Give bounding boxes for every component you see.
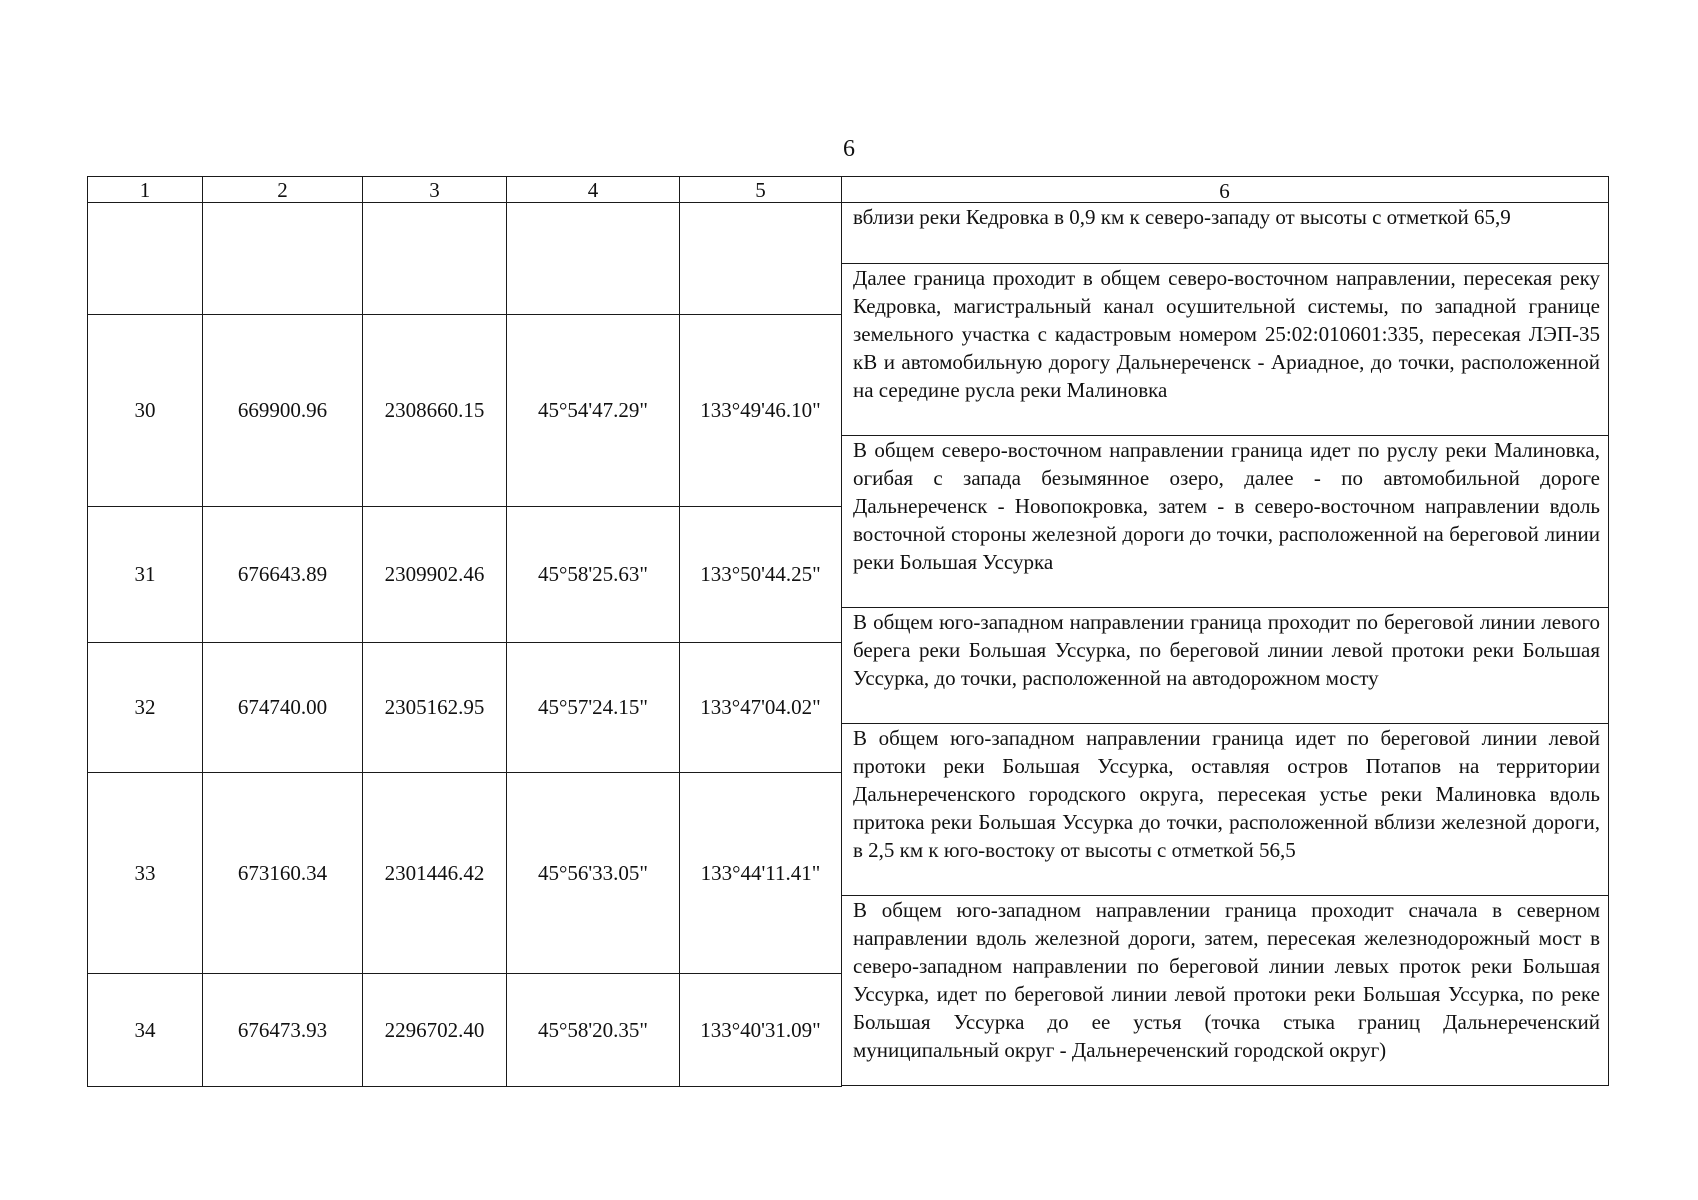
header-cell-4: 4 [507, 177, 680, 203]
description-cell [841, 263, 1608, 435]
longitude: 133°50'44.25" [680, 507, 842, 643]
description-cell [841, 895, 1608, 1085]
description-text: вблизи реки Кедровка в 0,9 км к северо-западу от высоты с отметкой 65,9 [853, 205, 1511, 229]
header-cell-5: 5 [680, 177, 842, 203]
coordinates-grid [87, 176, 842, 1087]
table-row [88, 643, 842, 773]
coord-y: 2305162.95 [363, 643, 507, 773]
header-row [88, 177, 842, 203]
description-text: В общем северо-восточном направлении граница идет по руслу реки Малиновка, огибая с запада безымянное озеро, далее - по автомобильной дороге Дальнереченск - Новопокровка, затем - в северо-восточном направлении вдоль восточной стороны железной дороги до точки, расположенной на береговой линии реки Большая Уссурка [853, 438, 1600, 574]
longitude: 133°49'46.10" [680, 315, 842, 507]
description-cell [841, 607, 1608, 723]
header-cell-2: 2 [203, 177, 363, 203]
table-row [88, 773, 842, 974]
description-column [841, 176, 1609, 1086]
coord-y: 2296702.40 [363, 974, 507, 1087]
boundary-points-table [87, 176, 1609, 1086]
coord-y: 2308660.15 [363, 315, 507, 507]
point-number: 32 [88, 643, 203, 773]
point-number: 34 [88, 974, 203, 1087]
description-text: В общем юго-западном направлении граница проходит сначала в северном направлении вдоль железной дороги, затем, пересекая железнодорожный мост в северо-западном направлении по береговой линии левых проток реки Большая Уссурка, идет по береговой линии левой протоки реки Большая Уссурка, по реке Большая Уссурка до ее устья (точка стыка границ Дальнереченский муниципальный округ - Дальнереченский городской округ) [853, 898, 1600, 1062]
description-text: В общем юго-западном направлении граница проходит по береговой линии левого берега реки Большая Уссурка, по береговой линии левой протоки реки Большая Уссурка, до точки, расположенной на автодорожном мосту [853, 610, 1600, 690]
table-row [88, 974, 842, 1087]
table-row-empty [88, 203, 842, 315]
description-text: Далее граница проходит в общем северо-восточном направлении, пересекая реку Кедровка, магистральный канал осушительной системы, по западной границе земельного участка с кадастровым номером 25:02:010601:335, пересекая ЛЭП-35 кВ и автомобильную дорогу Дальнереченск - Ариадное, до точки, расположенной на середине русла реки Малиновка [853, 266, 1600, 402]
table-row [88, 315, 842, 507]
coord-y: 2309902.46 [363, 507, 507, 643]
coord-y: 2301446.42 [363, 773, 507, 974]
latitude: 45°56'33.05" [507, 773, 680, 974]
latitude: 45°58'20.35" [507, 974, 680, 1087]
page-number: 6 [843, 136, 855, 162]
header-cell-1: 1 [88, 177, 203, 203]
longitude: 133°44'11.41" [680, 773, 842, 974]
coord-x: 674740.00 [203, 643, 363, 773]
header-cell-6: 6 [841, 177, 1608, 203]
coord-x: 669900.96 [203, 315, 363, 507]
description-cell [841, 435, 1608, 607]
longitude: 133°47'04.02" [680, 643, 842, 773]
longitude: 133°40'31.09" [680, 974, 842, 1087]
latitude: 45°54'47.29" [507, 315, 680, 507]
header-cell-3: 3 [363, 177, 507, 203]
coord-x: 676643.89 [203, 507, 363, 643]
description-cell [841, 723, 1608, 895]
coord-x: 673160.34 [203, 773, 363, 974]
table-row [88, 507, 842, 643]
description-text: В общем юго-западном направлении граница идет по береговой линии левой протоки реки Большая Уссурка, оставляя остров Потапов на территории Дальнереченского городского округа, пересекая устье реки Малиновка вдоль притока реки Большая Уссурка до точки, расположенной вблизи железной дороги, в 2,5 км к юго-востоку от высоты с отметкой 56,5 [853, 726, 1600, 862]
latitude: 45°58'25.63" [507, 507, 680, 643]
description-cell [841, 203, 1608, 263]
coord-x: 676473.93 [203, 974, 363, 1087]
point-number: 30 [88, 315, 203, 507]
point-number: 31 [88, 507, 203, 643]
latitude: 45°57'24.15" [507, 643, 680, 773]
point-number: 33 [88, 773, 203, 974]
